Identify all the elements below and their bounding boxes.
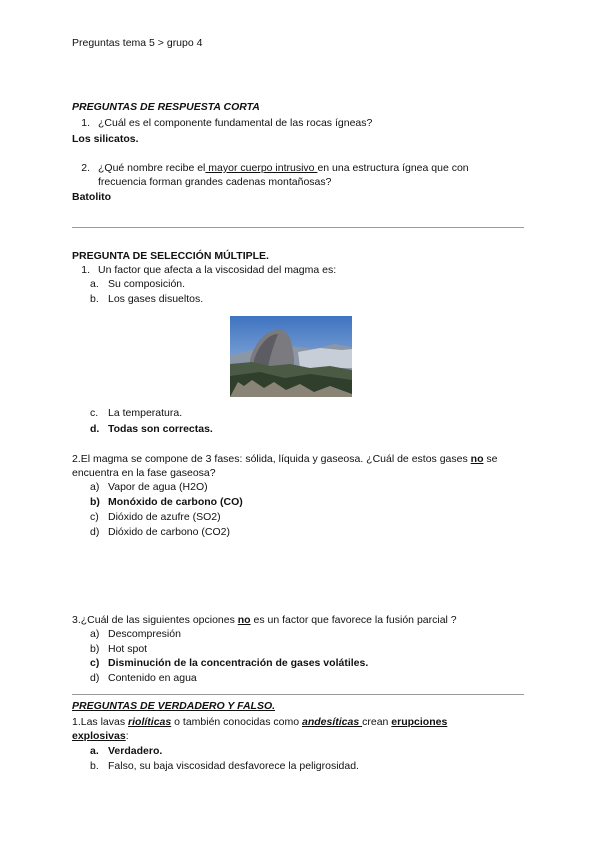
mc-q3-option: b) Hot spot [90, 643, 148, 655]
mc-q1-number: 1. [81, 264, 90, 276]
short-q2-number: 2. [81, 162, 90, 174]
multiple-choice-heading: PREGUNTA DE SELECCIÓN MÚLTIPLE. [72, 250, 269, 262]
short-q2-post: en una estructura ígnea que con [317, 162, 469, 174]
short-q2-underlined: mayor cuerpo intrusivo [205, 162, 318, 174]
mc-q2-option: a) Vapor de agua (H2O) [90, 481, 208, 493]
mc-q1-option-correct: d. Todas son correctas. [90, 423, 213, 435]
mc-q3-option: d) Contenido en agua [90, 672, 197, 684]
divider [72, 694, 524, 695]
short-answer-heading: PREGUNTAS DE RESPUESTA CORTA [72, 101, 260, 113]
tf-q1-line2: explosivas: [72, 730, 129, 742]
mc-q3-emphasis: no [237, 614, 251, 626]
short-q1-number: 1. [81, 117, 90, 129]
mountain-photo [230, 316, 352, 397]
tf-q1-option: b. Falso, su baja viscosidad desfavorece la peligrosidad. [90, 760, 359, 772]
divider [72, 227, 524, 228]
short-q1-answer: Los silicatos. [72, 133, 139, 145]
tf-q1-word-rioliticas: riolíticas [128, 716, 172, 728]
mc-q2-emphasis: no [470, 453, 484, 465]
mc-q1-option: b. Los gases disueltos. [90, 293, 204, 305]
short-q1 [72, 117, 372, 129]
mc-q1-option: a. Su composición. [90, 278, 186, 290]
mc-q1-option: c. La temperatura. [90, 407, 183, 419]
mc-q1 [72, 264, 336, 276]
mc-q2: 2.El magma se compone de 3 fases: sólida, líquida y gaseosa. ¿Cuál de estos gases no se [72, 453, 498, 465]
mc-q3: 3.¿Cuál de las siguientes opciones no es un factor que favorece la fusión parcial ? [72, 614, 457, 626]
mc-q3-option-correct: c) Disminución de la concentración de gases volátiles. [90, 657, 369, 669]
mc-q2-option: c) Dióxido de azufre (SO2) [90, 511, 221, 523]
short-q2-answer: Batolito [72, 191, 112, 203]
short-q2-line2: frecuencia forman grandes cadenas montañosas? [98, 176, 332, 188]
mc-q1-text: Un factor que afecta a la viscosidad del magma es: [98, 264, 337, 276]
page-header: Preguntas tema 5 > grupo 4 [72, 37, 203, 49]
short-q1-text: ¿Cuál es el componente fundamental de las rocas ígneas? [98, 117, 373, 129]
mc-q2-line2: encuentra en la fase gaseosa? [72, 467, 216, 479]
tf-q1-word-andesiticas: andesíticas [301, 716, 363, 728]
tf-q1: 1.Las lavas riolíticas o también conocidas como andesíticas crean erupciones [72, 716, 448, 728]
short-q2 [72, 162, 469, 174]
tf-q1-word-explosivas: explosivas [72, 730, 126, 742]
tf-q1-option-correct: a. Verdadero. [90, 745, 163, 757]
mc-q2-option-correct: b) Monóxido de carbono (CO) [90, 496, 243, 508]
mc-q3-option: a) Descompresión [90, 628, 181, 640]
mc-q2-option: d) Dióxido de carbono (CO2) [90, 526, 230, 538]
tf-q1-word-erupciones: erupciones [391, 716, 448, 728]
short-q2-pre: ¿Qué nombre recibe el [98, 162, 206, 174]
true-false-heading: PREGUNTAS DE VERDADERO Y FALSO. [72, 700, 276, 712]
